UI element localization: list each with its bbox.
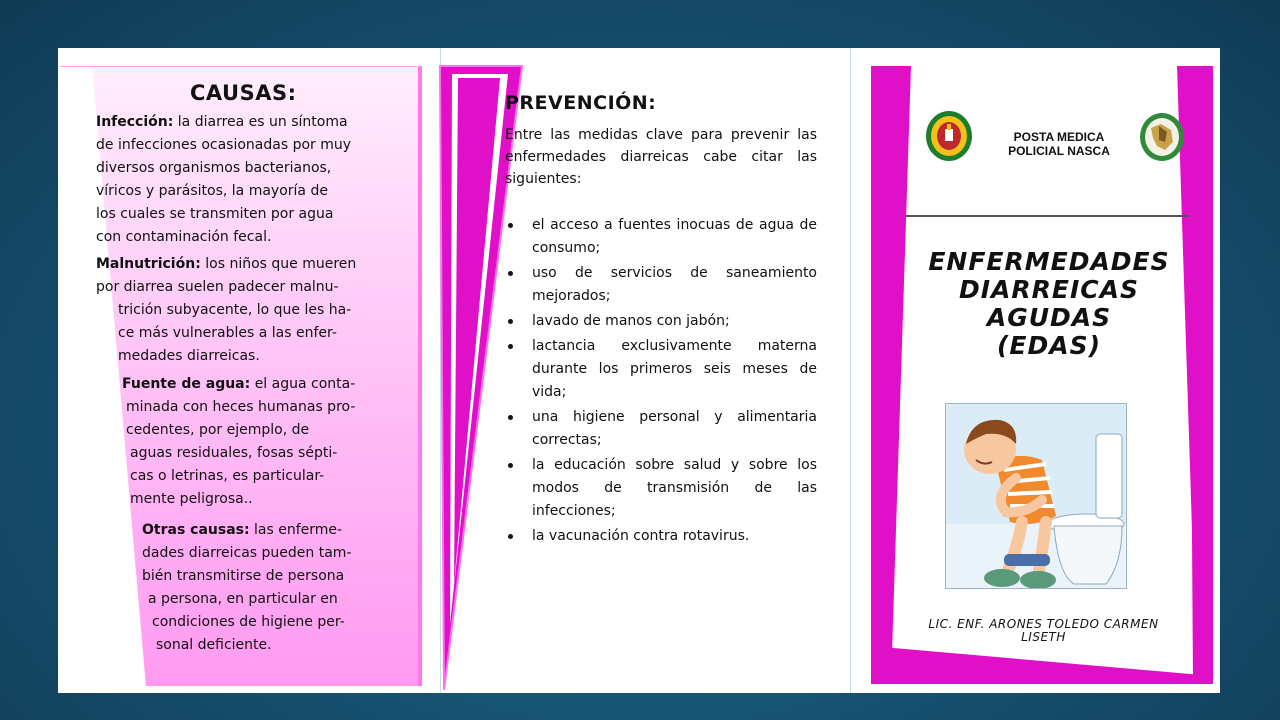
fold-guide [850, 48, 851, 693]
cover-title: ENFERMEDADES DIARREICAS AGUDAS (EDAS) [928, 247, 1170, 360]
list-item: la educación sobre salud y sobre los modos de transmisión de las infecciones; [505, 454, 817, 523]
list-item: uso de servicios de saneamiento mejorados; [505, 262, 817, 308]
police-crest-icon [925, 110, 973, 162]
causa-fuente-agua: Fuente de agua: el agua conta- minada con heces humanas pro- cedentes, por ejemplo, de aguas residuales, fosas sépti- cas o letrinas, es particular- mente peligrosa.. [122, 376, 356, 507]
cover-panel [871, 66, 1213, 684]
list-item: una higiene personal y alimentaria correctas; [505, 406, 817, 452]
list-item: lavado de manos con jabón; [505, 310, 817, 333]
causa-label: Fuente de agua: [122, 376, 251, 392]
prevencion-heading: PREVENCIÓN: [505, 92, 657, 114]
author-credit: LIC. ENF. ARONES TOLEDO CARMEN LISETH [928, 617, 1159, 644]
prevencion-intro: Entre las medidas clave para prevenir las enfermedades diarreicas cabe citar las siguientes: [505, 127, 817, 187]
brochure-sheet [58, 48, 1220, 693]
causa-label: Infección: [96, 114, 174, 130]
causa-label: Malnutrición: [96, 256, 201, 272]
causa-otras: Otras causas: las enferme- dades diarreicas pueden tam- bién transmitirse de persona a persona, en particular en condiciones de higiene per- sonal deficiente. [142, 522, 352, 653]
causas-heading: CAUSAS: [190, 81, 297, 105]
causa-infeccion: Infección: la diarrea es un síntoma de infecciones ocasionadas por muy diversos organismos bacterianos, víricos y parásitos, la mayoría de los cuales se transmiten por agua con contaminación fecal. [96, 114, 352, 245]
list-item: la vacunación contra rotavirus. [505, 525, 817, 548]
list-item: lactancia exclusivamente materna durante los primeros seis meses de vida; [505, 335, 817, 404]
prevencion-list [505, 214, 817, 550]
list-item: el acceso a fuentes inocuas de agua de consumo; [505, 214, 817, 260]
posta-medica-label: POSTA MEDICA POLICIAL NASCA [1008, 130, 1110, 158]
causas-panel [60, 66, 422, 686]
causa-malnutricion: Malnutrición: los niños que mueren por diarrea suelen padecer malnu- trición subyacente, lo que les ha- ce más vulnerables a las enfer- medades diarreicas. [96, 256, 357, 364]
peru-map-emblem-icon [1139, 112, 1185, 162]
causa-label: Otras causas: [142, 522, 250, 538]
sick-child-illustration [945, 403, 1127, 589]
divider [906, 215, 1189, 217]
